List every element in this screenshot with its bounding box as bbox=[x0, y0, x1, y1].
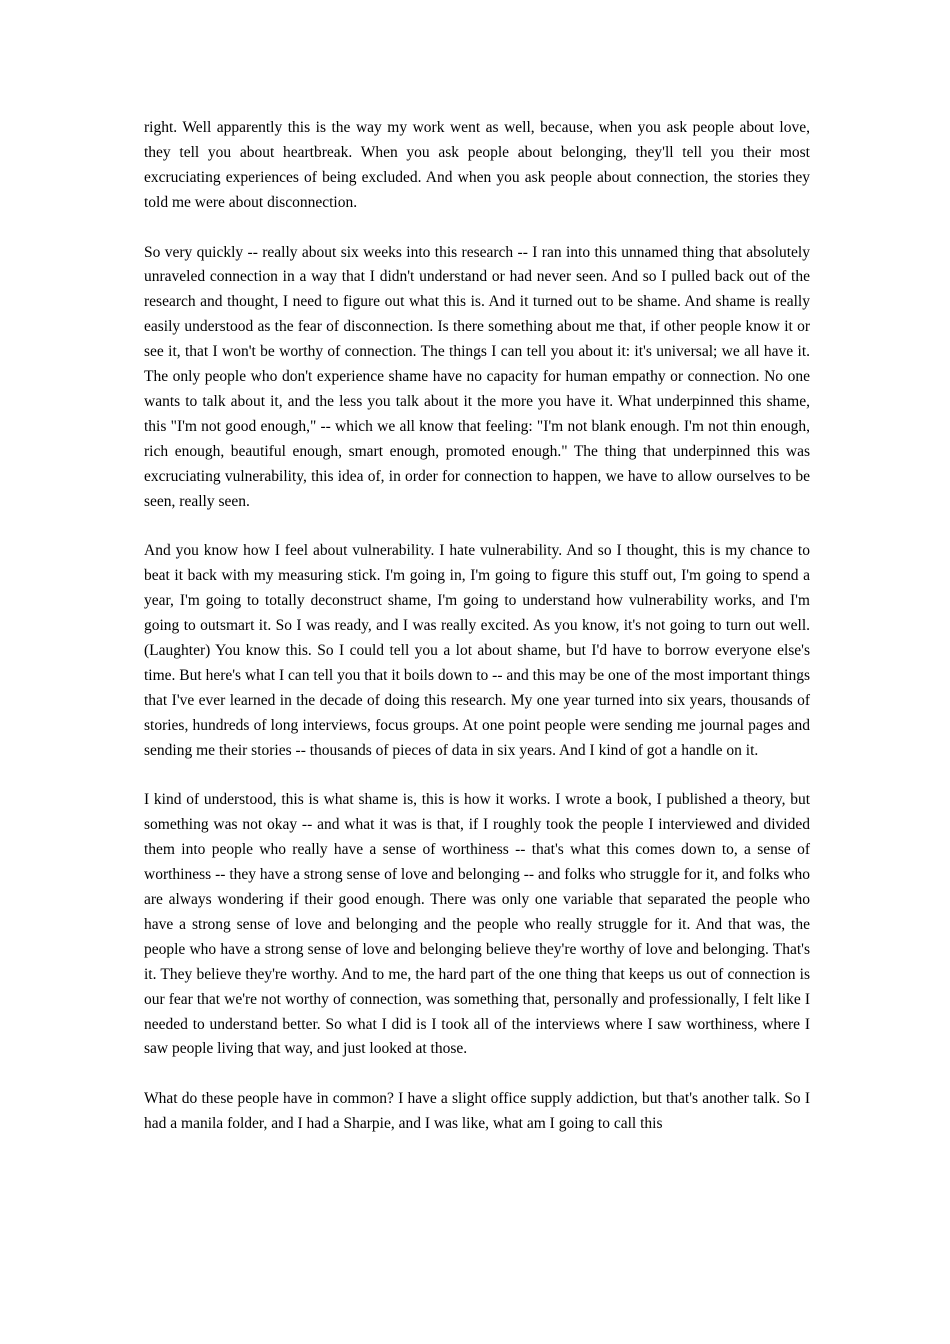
paragraph-1: right. Well apparently this is the way my work went as well, because, when you ask people about love, they tell you about heartbreak. When you ask people about belonging, they'll tell you their most excruciating experiences of being excluded. And when you ask people about connection, the stories they told me were about disconnection. bbox=[144, 119, 810, 211]
document-page bbox=[144, 116, 810, 1137]
paragraph-4: I kind of understood, this is what shame is, this is how it works. I wrote a book, I published a theory, but something was not okay -- and what it was is that, if I roughly took the people I interviewed and divided them into people who really have a sense of worthiness -- that's what this comes down to, a sense of worthiness -- they have a strong sense of love and belonging -- and folks who struggle for it, and folks who are always wondering if their good enough. There was only one variable that separated the people who have a strong sense of love and belonging and the people who really struggle for it. And that was, the people who have a strong sense of love and belonging believe they're worthy of love and belonging. That's it. They believe they're worthy. And to me, the hard part of the one thing that keeps us out of connection is our fear that we're not worthy of connection, was something that, personally and professionally, I felt like I needed to understand better. So what I did is I took all of the interviews where I saw worthiness, where I saw people living that way, and just looked at those. bbox=[144, 791, 810, 1058]
paragraph-3: And you know how I feel about vulnerability. I hate vulnerability. And so I thought, this is my chance to beat it back with my measuring stick. I'm going in, I'm going to figure this stuff out, I'm going to spend a year, I'm going to totally deconstruct shame, I'm going to understand how vulnerability works, and I'm going to outsmart it. So I was ready, and I was really excited. As you know, it's not going to turn out well. (Laughter) You know this. So I could tell you a lot about shame, but I'd have to borrow everyone else's time. But here's what I can tell you that it boils down to -- and this may be one of the most important things that I've ever learned in the decade of doing this research. My one year turned into six years, thousands of stories, hundreds of long interviews, focus groups. At one point people were sending me journal pages and sending me their stories -- thousands of pieces of data in six years. And I kind of got a handle on it. bbox=[144, 542, 810, 759]
paragraph-5: What do these people have in common? I have a slight office supply addiction, but that's another talk. So I had a manila folder, and I had a Sharpie, and I was like, what am I going to call this bbox=[144, 1090, 810, 1133]
paragraph-2: So very quickly -- really about six weeks into this research -- I ran into this unnamed thing that absolutely unraveled connection in a way that I didn't understand or had never seen. And so I pulled back out of the research and thought, I need to figure out what this is. And it turned out to be shame. And shame is really easily understood as the fear of disconnection. Is there something about me that, if other people know it or see it, that I won't be worthy of connection. The things I can tell you about it: it's universal; we all have it. The only people who don't experience shame have no capacity for human empathy or connection. No one wants to talk about it, and the less you talk about it the more you have it. What underpinned this shame, this "I'm not good enough," -- which we all know that feeling: "I'm not blank enough. I'm not thin enough, rich enough, beautiful enough, smart enough, promoted enough." The thing that underpinned this was excruciating vulnerability, this idea of, in order for connection to happen, we have to allow ourselves to be seen, really seen. bbox=[144, 243, 810, 510]
